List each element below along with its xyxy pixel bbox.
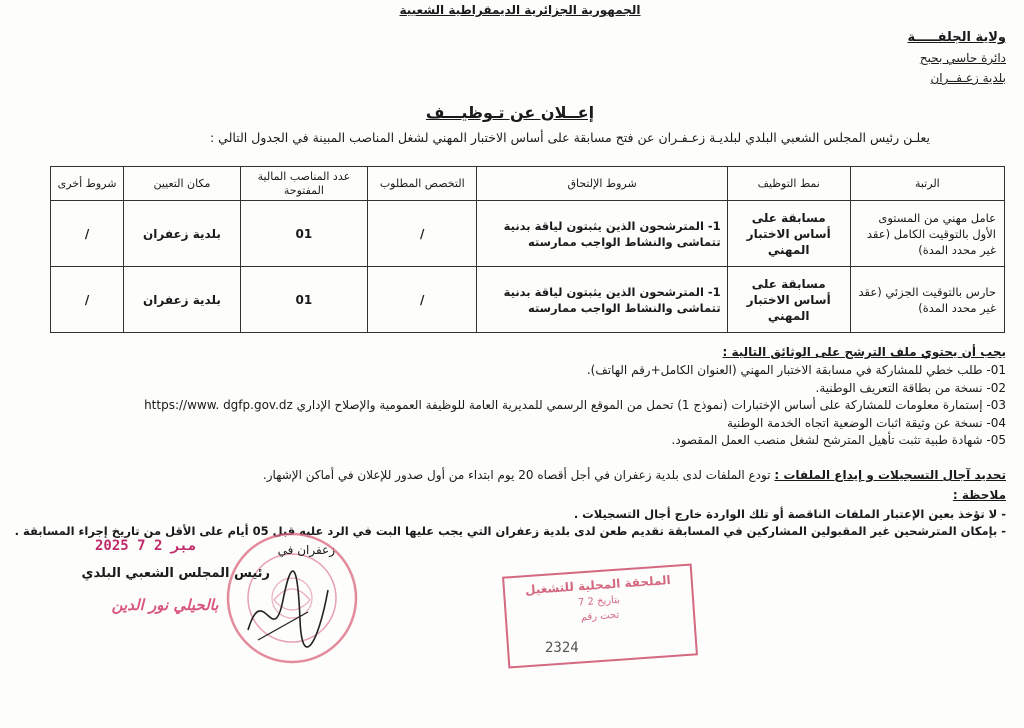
cell-conditions: 1- المترشحون الذين يثبتون لياقة بدنية تتماشى والنشاط الواجب ممارسته <box>477 267 727 333</box>
reg-stamp-line3: تحت رقم <box>580 609 620 624</box>
list-item: - بإمكان المترشحين غير المقبولين المشاركين في المسابقة تقديم طعن لدى بلدية زعفران التي يجب عليها البت في الرد عليه قبل 05 أيام على الأقل من تاريخ إجراء المسابقة . <box>14 524 1006 538</box>
table-row <box>51 201 1005 267</box>
deadline-paragraph <box>6 468 1006 482</box>
header-specialty: التخصص المطلوب <box>368 167 477 201</box>
documents-title: يجب أن يحتوي ملف الترشح على الوثائق التالية : <box>722 345 1006 359</box>
place-date <box>95 538 335 562</box>
intro-paragraph: يعلـن رئيس المجلس الشعبي البلدي لبلديـة زعـفـران عن فتح مسابقة على أساس الاختبار المهني لشغل المناصب المبينة في الجدول التالي : <box>209 130 930 145</box>
table-row <box>51 267 1005 333</box>
cell-mode: مسابقة على أساس الاختبار المهني <box>727 267 850 333</box>
cell-specialty: / <box>368 267 477 333</box>
header-mode: نمط التوظيف <box>727 167 850 201</box>
header-rank: الرتبة <box>850 167 1004 201</box>
reg-stamp-line2: بتاريخ 2 7 <box>577 594 621 609</box>
notes-list <box>6 506 1006 540</box>
header-other: شروط أخرى <box>51 167 124 201</box>
date-stamp: 2025 مبر 2 7 <box>95 538 197 554</box>
list-item: - لا تؤخذ بعين الإعتبار الملفات الناقصة أو تلك الواردة خارج أجال التسجيلات . <box>573 507 1006 521</box>
cell-place: بلدية زعفران <box>124 267 241 333</box>
cell-mode: مسابقة على أساس الاختبار المهني <box>727 201 850 267</box>
cell-rank: حارس بالتوقيت الجزئي (عقد غير محدد المدة) <box>850 267 1004 333</box>
list-item: 05- شهادة طبية تثبت تأهيل المترشح لشغل منصب العمل المقصود. <box>671 433 1006 447</box>
dgfp-link[interactable]: https://www. dgfp.gov.dz <box>144 398 293 412</box>
list-item: 02- نسخة من بطاقة التعريف الوطنية. <box>815 380 1006 395</box>
handwritten-signature-icon <box>238 560 338 660</box>
cell-place: بلدية زعفران <box>124 201 241 267</box>
cell-other: / <box>51 267 124 333</box>
header-place: مكان التعيين <box>124 167 241 201</box>
place-label: زعفران في <box>277 543 335 557</box>
commune-label: بلدية زعـفــران <box>930 71 1006 85</box>
reg-stamp-line1: الملحقة المحلية للتشغيل <box>524 573 672 598</box>
list-item <box>6 397 1006 415</box>
deadline-label: تحديد آجال التسجيلات و إيداع الملفات : <box>774 468 1006 482</box>
header-conditions: شروط الإلتحاق <box>477 167 727 201</box>
deadline-text: تودع الملفات لدى بلدية زعفران في أجل أقصاه 20 يوم ابتداء من أول صدور للإعلان في أماكن الإشهار. <box>262 468 771 482</box>
table-header-row <box>51 167 1005 201</box>
jobs-table <box>50 166 1005 333</box>
cell-other: / <box>51 201 124 267</box>
list-item: 01- طلب خطي للمشاركة في مسابقة الاختبار المهني (العنوان الكامل+رقم الهاتف). <box>586 363 1006 377</box>
cell-posts: 01 <box>240 267 367 333</box>
documents-list <box>6 362 1006 450</box>
notes-title: ملاحظة : <box>952 488 1006 502</box>
list-item: 04- نسخة عن وثيقة اثبات الوضعية اتجاه الخدمة الوطنية <box>726 415 1006 430</box>
registration-stamp <box>502 563 698 668</box>
administration-block <box>846 28 1006 88</box>
list-item-text: 03- إستمارة معلومات للمشاركة على أساس الإختبارات (نموذج 1) تحمل من الموقع الرسمي للمديرية العامة للوظيفة العمومية والإصلاح الإداري <box>296 398 1006 412</box>
cell-posts: 01 <box>240 201 367 267</box>
header-posts: عدد المناصب المالية المفتوحة <box>240 167 367 201</box>
cell-conditions: 1- المترشحون الذين يثبتون لياقة بدنية تتماشى والنشاط الواجب ممارسته <box>477 201 727 267</box>
cell-specialty: / <box>368 201 477 267</box>
daira-label: دائرة حاسي بحبح <box>919 51 1006 65</box>
signer-title: رئيس المجلس الشعبي البلدي <box>81 566 270 581</box>
republic-header: الجمهورية الجزائرية الديمقراطية الشعبية <box>399 3 641 17</box>
announcement-title: إعــلان عن تـوظيـــف <box>425 103 595 122</box>
wilaya-label: ولاية الجلفـــــة <box>907 30 1006 45</box>
cell-rank: عامل مهني من المستوى الأول بالتوقيت الكامل (عقد غير محدد المدة) <box>850 201 1004 267</box>
registration-number: 2324 <box>545 640 579 656</box>
signer-name: بالحيلي نور الدين <box>111 596 219 614</box>
